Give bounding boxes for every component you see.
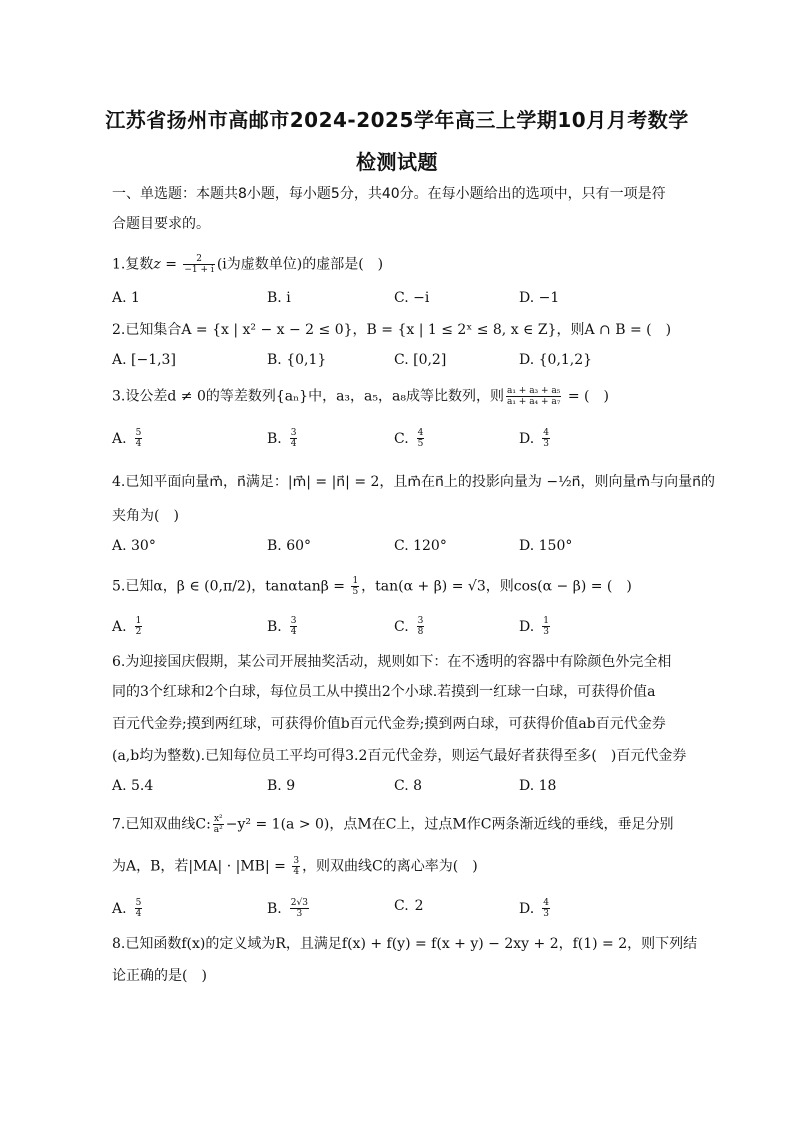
question-6-line2: 同的3个红球和2个白球，每位员工从中摸出2个小球.若摸到一红球一白球，可获得价值a <box>112 684 656 700</box>
option-c: C. 2 <box>394 898 424 914</box>
section-heading-line2: 合题目要求的。 <box>112 216 210 232</box>
option-b: B. $\frac{3}{4}$ <box>267 616 297 637</box>
question-1: 1.复数z = $\frac{2}{-1 + i}$ (i为虚数单位)的虚部是( ) <box>112 254 384 275</box>
question-2: 2.已知集合A = {x | x² − x − 2 ≤ 0}，B = {x | 1 ≤ 2ˣ ≤ 8, x ∈ Z}，则A ∩ B = ( ) <box>112 322 672 338</box>
question-8-line2: 论正确的是( ) <box>112 968 207 984</box>
fraction: $\frac{\text{x²}}{\text{a²}}$ <box>213 814 223 835</box>
document-title: 江苏省扬州市高邮市2024-2025学年高三上学期10月月考数学 <box>105 108 689 132</box>
option-c: C. $\frac{3}{8}$ <box>394 616 424 637</box>
question-7-line2: 为A，B，若|MA| · |MB| = $\frac{3}{4}$ ，则双曲线C的离心率为( ) <box>112 856 478 877</box>
option-d: D. −1 <box>519 290 560 306</box>
option-c: C. 8 <box>394 778 423 794</box>
question-5: 5.已知α，β ∈ (0,π/2)，tanαtanβ = $\frac{1}{5}$ ，tan(α + β) = √3，则cos(α − β) = ( ) <box>112 576 632 597</box>
option-d: D. $\frac{1}{3}$ <box>519 616 549 637</box>
question-7-options <box>112 898 692 918</box>
option-a: A. $\frac{5}{4}$ <box>112 898 142 919</box>
option-d: D. $\frac{4}{3}$ <box>519 428 549 449</box>
option-a: A. $\frac{5}{4}$ <box>112 428 142 449</box>
option-d: D. {0,1,2} <box>519 352 593 368</box>
question-4: 4.已知平面向量m⃗，n⃗满足：|m⃗| = |n⃗| = 2，且m⃗在n⃗上的投影向量为 −½n⃗，则向量m⃗与向量n⃗的 <box>112 474 716 490</box>
question-5-options <box>112 616 692 636</box>
option-c: C. 120° <box>394 538 447 554</box>
fraction: $\frac{2}{-1 + i}$ <box>184 254 214 275</box>
fraction: $\frac{\text{a₁ + a₃ + a₅}}{\text{a₁ + a₄ + a₇}}$ <box>506 386 561 407</box>
option-b: B. i <box>267 290 291 306</box>
question-6: 6.为迎接国庆假期，某公司开展抽奖活动，规则如下：在不透明的容器中有除颜色外完全相 <box>112 654 672 670</box>
question-8: 8.已知函数f(x)的定义域为R，且满足f(x) + f(y) = f(x + y) − 2xy + 2，f(1) = 2，则下列结 <box>112 936 698 952</box>
question-3-options <box>112 428 692 448</box>
question-3: 3.设公差d ≠ 0的等差数列{aₙ}中，a₃，a₅，a₈成等比数列，则 $\frac{\text{a₁ + a₃ + a₅}}{\text{a₁ + a₄ + a₇}}$ = ( ) <box>112 386 609 407</box>
option-a: A. 30° <box>112 538 156 554</box>
fraction: $\frac{1}{5}$ <box>352 576 359 597</box>
option-b: B. {0,1} <box>267 352 327 368</box>
question-6-options <box>112 778 692 798</box>
option-a: A. 5.4 <box>112 778 154 794</box>
section-heading: 一、单选题：本题共8小题，每小题5分，共40分。在每小题给出的选项中，只有一项是符 <box>112 186 666 202</box>
option-a: A. [−1,3] <box>112 352 176 368</box>
question-7: 7.已知双曲线C: $\frac{\text{x²}}{\text{a²}}$ −y² = 1(a > 0)，点M在C上，过点M作C两条渐近线的垂线，垂足分别 <box>112 814 674 835</box>
question-1-options <box>112 290 692 310</box>
option-a: A. 1 <box>112 290 140 306</box>
question-2-options <box>112 352 692 372</box>
option-d: D. 18 <box>519 778 557 794</box>
option-b: B. $\frac{3}{4}$ <box>267 428 297 449</box>
option-b: B. 9 <box>267 778 296 794</box>
option-d: D. $\frac{4}{3}$ <box>519 898 549 919</box>
question-6-line4: (a,b均为整数).已知每位员工平均可得3.2百元代金券，则运气最好者获得至多( )百元代金券 <box>112 748 687 764</box>
option-c: C. [0,2] <box>394 352 447 368</box>
document-title-line2: 检测试题 <box>356 150 438 174</box>
option-d: D. 150° <box>519 538 573 554</box>
option-a: A. $\frac{1}{2}$ <box>112 616 142 637</box>
fraction: $\frac{3}{4}$ <box>293 856 300 877</box>
option-b: B. 60° <box>267 538 312 554</box>
option-c: C. $\frac{4}{5}$ <box>394 428 424 449</box>
question-4-line2: 夹角为( ) <box>112 508 179 524</box>
option-b: B. $\frac{2√3}{3}$ <box>267 898 308 919</box>
option-c: C. −i <box>394 290 430 306</box>
question-4-options <box>112 538 692 558</box>
question-6-line3: 百元代金券;摸到两红球，可获得价值b百元代金券;摸到两白球，可获得价值ab百元代金券 <box>112 716 666 732</box>
